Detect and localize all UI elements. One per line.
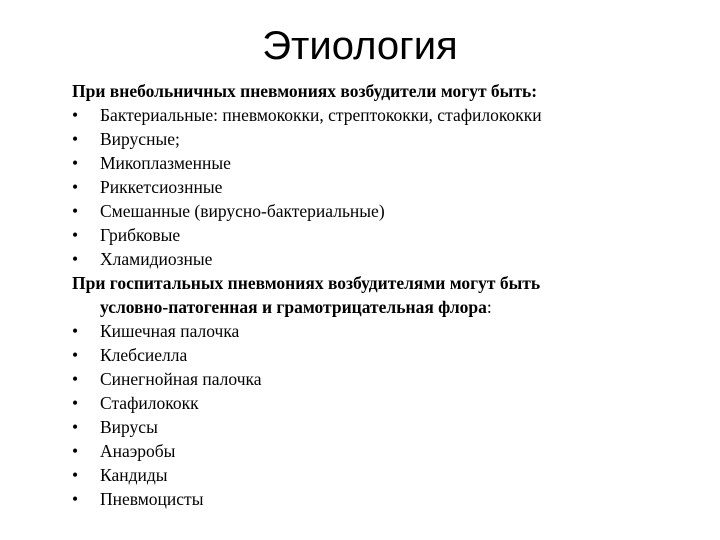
hospital-pathogen-list [72, 319, 692, 511]
hospital-heading-line2 [72, 295, 692, 319]
bullet-icon: • [72, 465, 79, 485]
list-item-text: Микоплазменные [100, 153, 231, 173]
hospital-heading-line1: При госпитальных пневмониях возбудителями могут быть [72, 273, 541, 293]
list-item-text: Анаэробы [100, 441, 176, 461]
bullet-icon: • [72, 393, 79, 413]
bullet-icon: • [72, 249, 79, 269]
bullet-icon: • [72, 201, 79, 221]
list-item [72, 103, 692, 127]
slide-title: Этиология [262, 24, 458, 68]
list-item-text: Кишечная палочка [100, 321, 240, 341]
slide-content [72, 79, 692, 511]
community-pathogen-list [72, 103, 692, 271]
bullet-icon: • [72, 489, 79, 509]
list-item-text: Хламидиозные [100, 249, 213, 269]
list-item [72, 247, 692, 271]
list-item [72, 175, 692, 199]
list-item [72, 415, 692, 439]
list-item [72, 391, 692, 415]
community-heading: При внебольничных пневмониях возбудители могут быть: [72, 81, 538, 101]
hospital-flora-text: условно-патогенная и грамотрицательная флора [100, 297, 487, 317]
list-item [72, 319, 692, 343]
bullet-icon: • [72, 129, 79, 149]
bullet-icon: • [72, 153, 79, 173]
list-item-text: Пневмоцисты [100, 489, 204, 509]
list-item [72, 487, 692, 511]
bullet-icon: • [72, 177, 79, 197]
list-item [72, 367, 692, 391]
bullet-icon: • [72, 225, 79, 245]
list-item-text: Клебсиелла [100, 345, 188, 365]
list-item-text: Грибковые [100, 225, 181, 245]
list-item [72, 223, 692, 247]
list-item-text: Кандиды [100, 465, 168, 485]
list-item [72, 199, 692, 223]
bullet-icon: • [72, 369, 79, 389]
list-item-text: Риккетсиознные [100, 177, 223, 197]
list-item [72, 463, 692, 487]
list-item-text: Стафилококк [100, 393, 199, 413]
list-item-text: Бактериальные: пневмококки, стрептококки, стафилококки [100, 105, 542, 125]
list-item [72, 127, 692, 151]
bullet-icon: • [72, 345, 79, 365]
list-item [72, 439, 692, 463]
list-item-text: Синегнойная палочка [100, 369, 262, 389]
list-item [72, 343, 692, 367]
list-item-text: Вирусные; [100, 129, 180, 149]
list-item-text: Вирусы [100, 417, 158, 437]
hospital-heading-colon: : [486, 297, 492, 317]
list-item [72, 151, 692, 175]
bullet-icon: • [72, 441, 79, 461]
bullet-icon: • [72, 321, 79, 341]
bullet-icon: • [72, 105, 79, 125]
list-item-text: Смешанные (вирусно-бактериальные) [100, 201, 385, 221]
bullet-icon: • [72, 417, 79, 437]
